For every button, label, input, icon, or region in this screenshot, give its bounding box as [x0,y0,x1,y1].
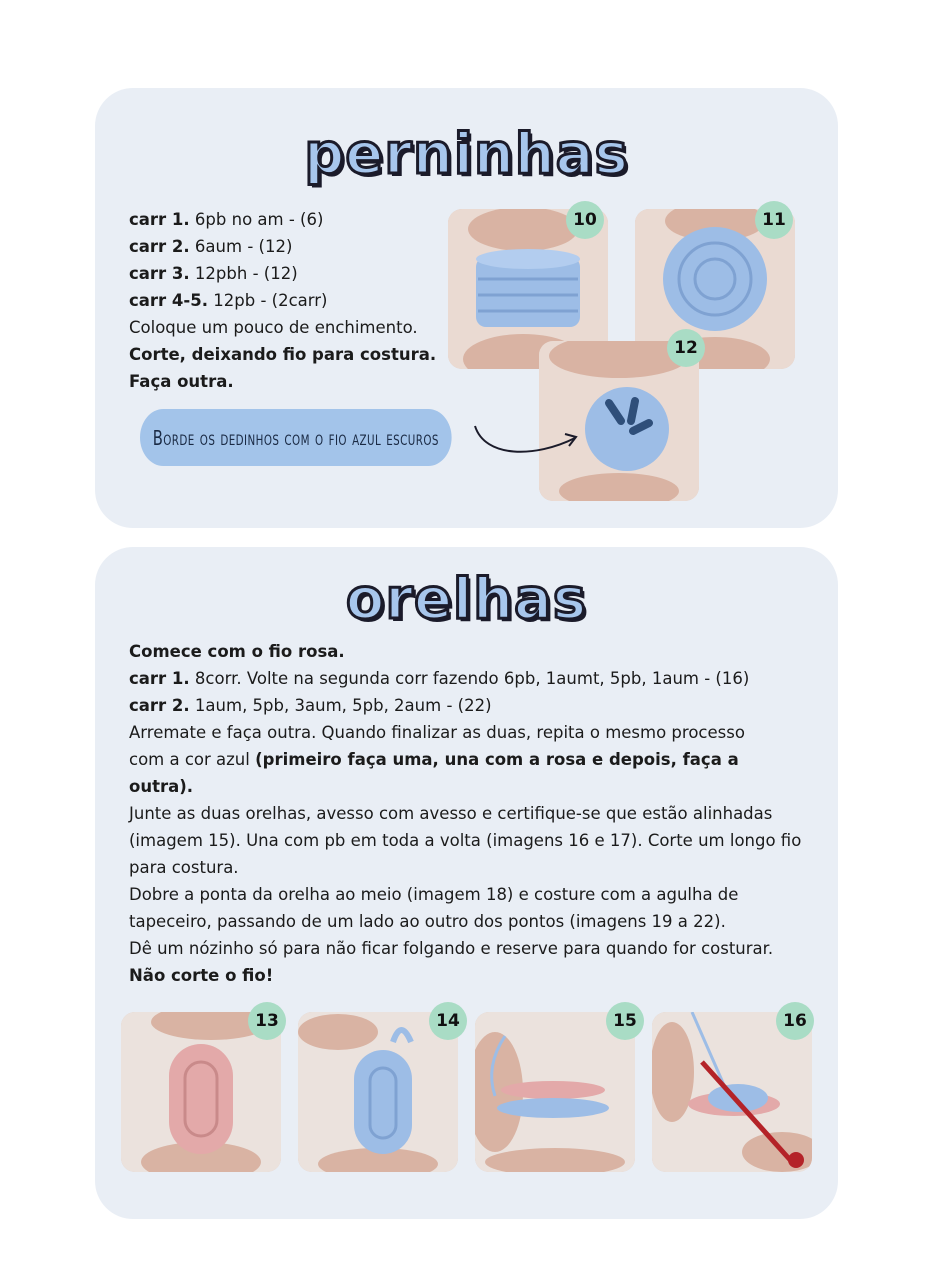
legs-line-4: carr 4-5. 12pb - (2carr) [129,291,328,310]
ears-line-11: tapeceiro, passando de um lado ao outro dos pontos (imagens 19 a 22). [129,912,726,931]
ears-title: orelhas [345,567,588,632]
ears-line-10: Dobre a ponta da orelha ao meio (imagem 18) e costure com a agulha de [129,885,739,904]
legs-line-7: Faça outra. [129,372,234,391]
ears-line-8: (imagem 15). Una com pb em toda a volta (imagens 16 e 17). Corte um longo fio [129,831,802,850]
photo-14-illustration [298,1012,458,1172]
badge-10: 10 [566,201,604,239]
legs-section-card [95,88,838,528]
legs-instructions [129,206,436,395]
ears-line-13: Não corte o fio! [129,966,274,985]
badge-15: 15 [606,1002,644,1040]
legs-line-6: Corte, deixando fio para costura. [129,345,437,364]
badge-14: 14 [429,1002,467,1040]
ears-line-6: outra). [129,777,194,796]
ears-line-3: carr 2. 1aum, 5pb, 3aum, 5pb, 2aum - (22) [129,696,492,715]
ears-line-9: para costura. [129,858,239,877]
photo-14 [298,1012,458,1172]
ears-instructions [129,638,801,989]
ears-line-7: Junte as duas orelhas, avesso com avesso e certifique-se que estão alinhadas [129,804,773,823]
photo-15 [475,1012,635,1172]
badge-13: 13 [248,1002,286,1040]
badge-11: 11 [755,201,793,239]
ears-line-1: Comece com o fio rosa. [129,642,345,661]
legs-title: perninhas [304,122,629,187]
legs-line-3: carr 3. 12pbh - (12) [129,264,298,283]
legs-line-2: carr 2. 6aum - (12) [129,237,293,256]
legs-line-5: Coloque um pouco de enchimento. [129,318,418,337]
ears-line-2: carr 1. 8corr. Volte na segunda corr fazendo 6pb, 1aumt, 5pb, 1aum - (16) [129,669,750,688]
photo-15-illustration [475,1012,635,1172]
callout-bubble: Borde os dedinhos com o fio azul escuros [140,409,452,466]
ears-line-4: Arremate e faça outra. Quando finalizar as duas, repita o mesmo processo [129,723,745,742]
ears-line-12: Dê um nózinho só para não ficar folgando e reserve para quando for costurar. [129,939,774,958]
badge-12: 12 [667,329,705,367]
legs-line-1: carr 1. 6pb no am - (6) [129,210,324,229]
ears-section-card [95,547,838,1219]
callout-arrow-icon [465,418,585,478]
badge-16: 16 [776,1002,814,1040]
ears-line-5: com a cor azul (primeiro faça uma, una com a rosa e depois, faça a [129,750,739,769]
